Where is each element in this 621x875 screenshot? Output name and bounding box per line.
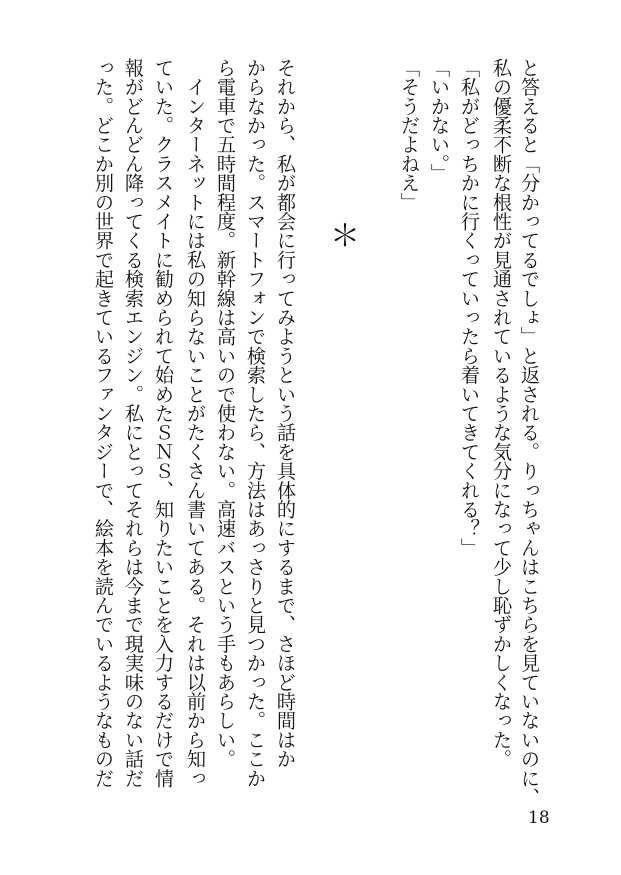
text-line: ていた。クラスメイトに勧められて始めたＳＮＳ、知りたいことを入力するだけで情 [152, 58, 175, 788]
text-line: インターネットには私の知らないことがたくさん書いてある。それは以前から知っ [184, 58, 207, 788]
page-number: 18 [528, 808, 550, 828]
scene-break-asterisk: ＊ [330, 219, 360, 254]
text-line: った。どこか別の世界で起きているファンタジーで、絵本を読んでいるようなものだ [92, 58, 115, 788]
dialogue-line: 「いかない。」 [428, 58, 451, 183]
text-line: 報がどんどん降ってくる検索エンジン。私にとってそれらは今まで現実味のない話だ [122, 58, 145, 788]
dialogue-line: 「そうだよねえ」 [398, 58, 421, 212]
text-line: ら電車で五時間程度。新幹線は高いので使わない。高速バスという手もあらしい。 [214, 58, 237, 769]
text-line: からなかった。スマートフォンで検索したら、方法はあっさりと見つかった。ここか [244, 58, 267, 788]
text-line: 私の優柔不断な根性が見通されているような気分になって少し恥ずかしくなった。 [490, 58, 513, 769]
text-line: それから、私が都会に行ってみようという話を具体的にするまで、さほど時間はか [274, 58, 297, 769]
dialogue-line: 「私がどっちかに行くっていったら着いてきてくれる？」 [458, 58, 481, 558]
text-line: と答えると「分かってるでしょ」と返される。りっちゃんはこちらを見ていないのに、 [518, 58, 541, 807]
